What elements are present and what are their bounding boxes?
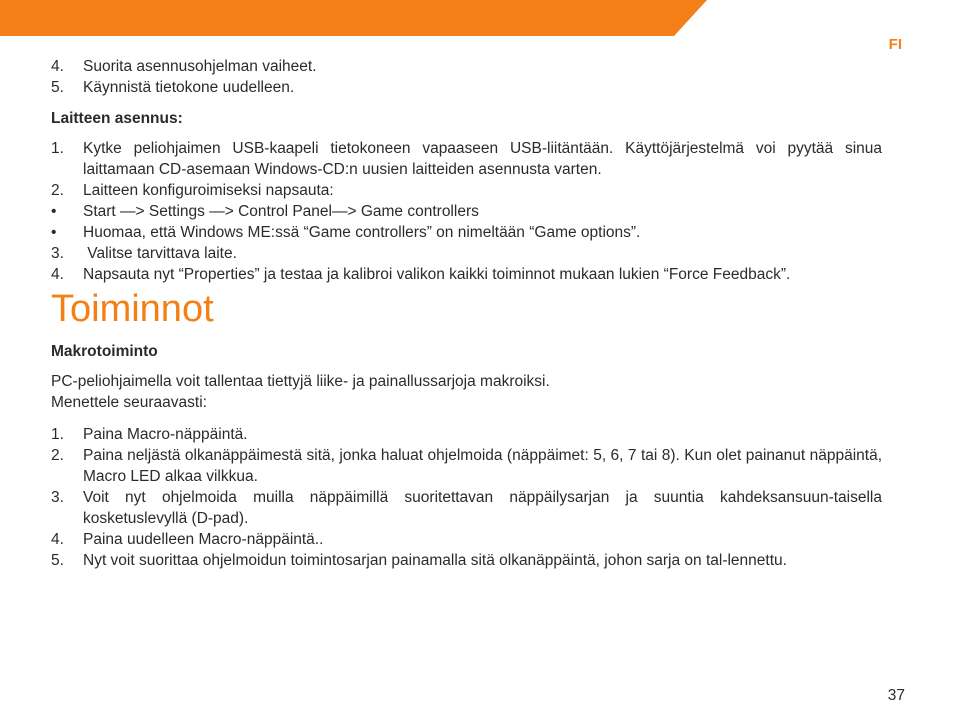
list-text: Nyt voit suorittaa ohjelmoidun toimintosarjan painamalla sitä olkanäppäintä, johon sarja on tal-lennettu. xyxy=(83,552,787,569)
bullet-text: Huomaa, että Windows ME:ssä “Game controllers” on nimeltään “Game options”. xyxy=(83,224,641,241)
list-number: 1. xyxy=(51,426,64,443)
page-content xyxy=(51,56,882,571)
list-number: 5. xyxy=(51,552,64,569)
list-item xyxy=(51,487,882,529)
intro-text: PC-peliohjaimella voit tallentaa tiettyjä liike- ja painallussarjoja makroiksi. xyxy=(51,373,550,390)
bullet-text: Start —> Settings —> Control Panel—> Game controllers xyxy=(83,203,479,220)
list-number: 5. xyxy=(51,79,64,96)
list-text: Paina uudelleen Macro-näppäintä.. xyxy=(83,531,324,548)
list-item xyxy=(51,550,882,571)
list-number: 4. xyxy=(51,531,64,548)
list-item xyxy=(51,180,882,201)
list-number: 3. xyxy=(51,489,64,506)
section-title: Toiminnot xyxy=(51,288,214,330)
list-item xyxy=(51,243,882,264)
list-text: Laitteen konfiguroimiseksi napsauta: xyxy=(83,182,334,199)
list-number: 2. xyxy=(51,182,64,199)
list-text: Kytke peliohjaimen USB-kaapeli tietokoneen vapaaseen USB-liitäntään. Käyttöjärjestelmä voi pyytää sinua laittamaan CD-asemaan Windows-CD:n uusien laitteiden asennusta varten. xyxy=(83,140,882,178)
intro-text: Menettele seuraavasti: xyxy=(51,394,207,411)
bullet-item xyxy=(51,222,882,243)
device-install-label: Laitteen asennus: xyxy=(51,110,183,127)
bullet: • xyxy=(51,203,57,220)
list-number: 3. xyxy=(51,245,64,262)
language-tag: FI xyxy=(888,36,902,53)
list-item xyxy=(51,445,882,487)
list-number: 1. xyxy=(51,140,64,157)
list-item xyxy=(51,56,882,77)
section-subheading: Makrotoiminto xyxy=(51,343,158,360)
list-text: Paina neljästä olkanäppäimestä sitä, jonka haluat ohjelmoida (näppäimet: 5, 6, 7 tai 8). Kun olet painanut näppäintä, Macro LED alkaa vilkkua. xyxy=(83,447,882,485)
list-text: Napsauta nyt “Properties” ja testaa ja kalibroi valikon kaikki toiminnot mukaan lukien “Force Feedback”. xyxy=(83,266,791,283)
list-number: 4. xyxy=(51,266,64,283)
list-number: 4. xyxy=(51,58,64,75)
bullet-item xyxy=(51,201,882,222)
list-text: Suorita asennusohjelman vaiheet. xyxy=(83,58,317,75)
bullet: • xyxy=(51,224,57,241)
list-text: Käynnistä tietokone uudelleen. xyxy=(83,79,295,96)
list-item xyxy=(51,529,882,550)
list-text: Paina Macro-näppäintä. xyxy=(83,426,248,443)
list-text: Voit nyt ohjelmoida muilla näppäimillä suoritettavan näppäilysarjan ja suuntia kahdeksansuun-taisella kosketuslevyllä (D-pad). xyxy=(83,489,882,527)
list-item xyxy=(51,424,882,445)
page-number: 37 xyxy=(887,687,905,704)
list-item xyxy=(51,77,882,98)
list-item xyxy=(51,264,882,285)
list-item xyxy=(51,138,882,180)
list-number: 2. xyxy=(51,447,64,464)
list-text: Valitse tarvittava laite. xyxy=(83,245,237,262)
header-bar xyxy=(0,0,954,36)
